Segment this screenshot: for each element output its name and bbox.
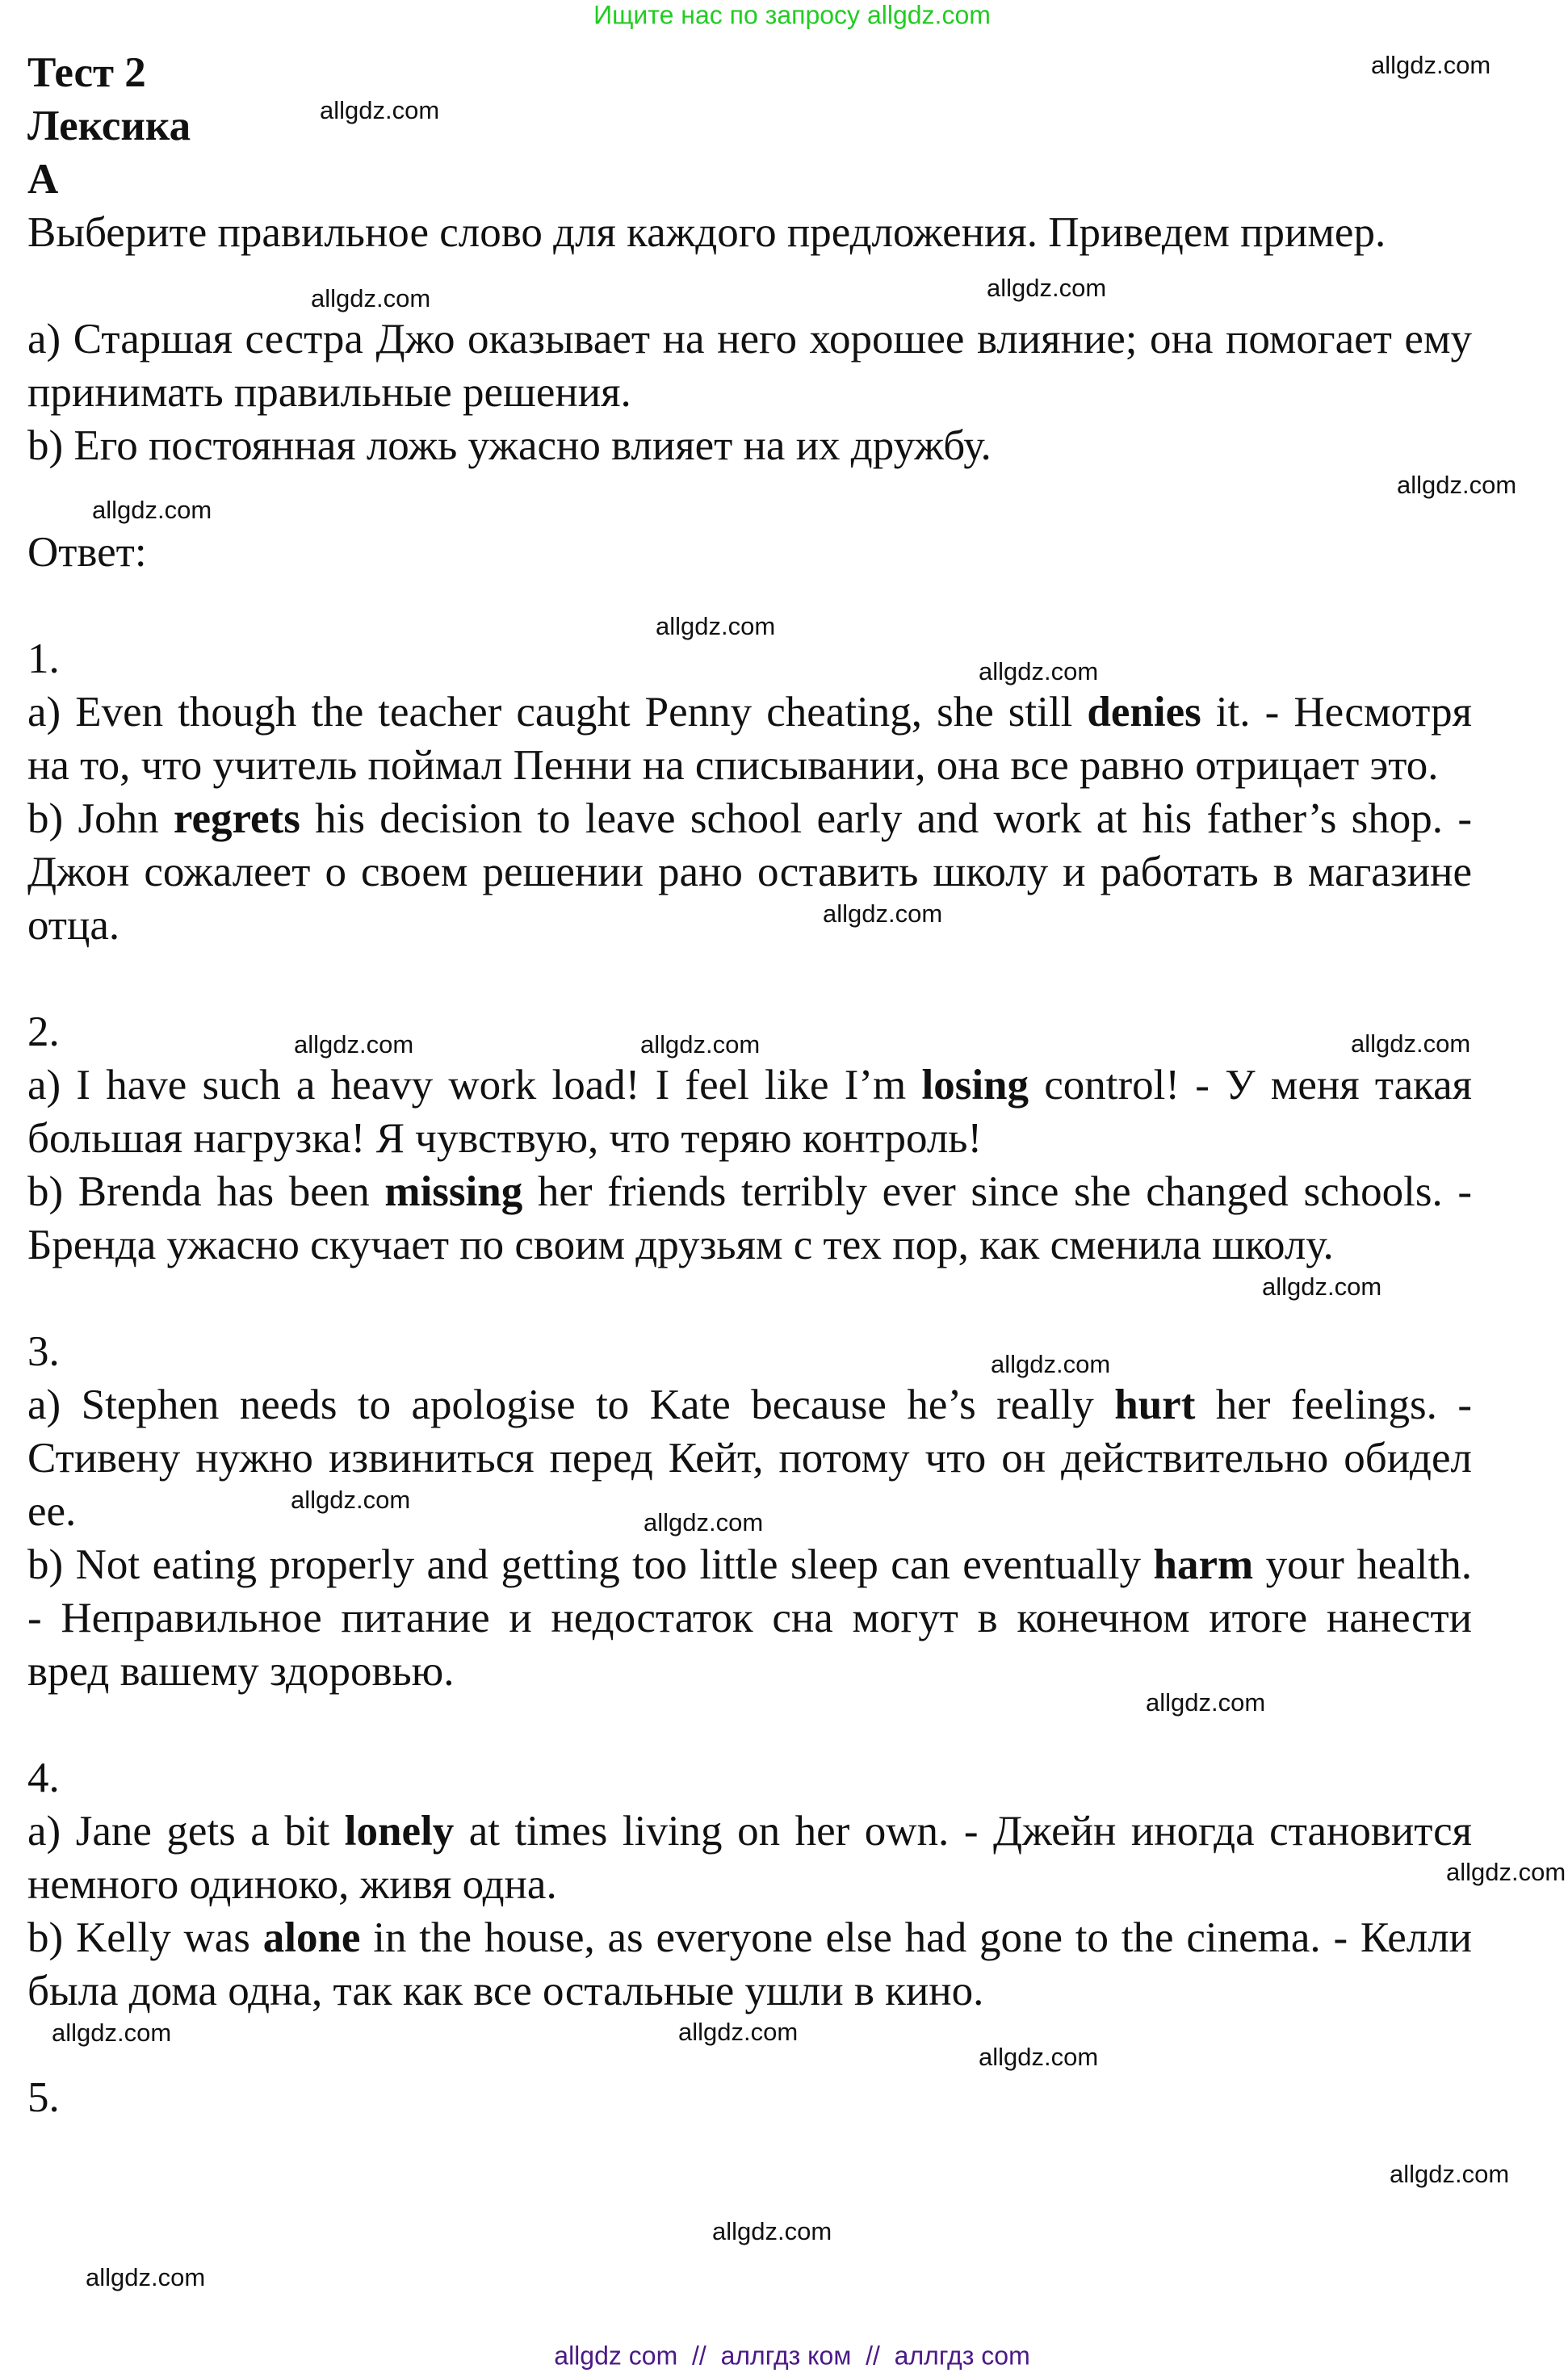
search-banner: Ищите нас по запросу allgdz.com: [593, 0, 991, 30]
watermark: allgdz.com: [644, 1508, 764, 1536]
answer-number: 4.: [27, 1754, 60, 1801]
watermark: allgdz.com: [991, 1350, 1111, 1378]
watermark: allgdz.com: [979, 2043, 1099, 2071]
watermark: allgdz.com: [291, 1486, 411, 1514]
answer-number: 5.: [27, 2074, 60, 2121]
watermark: allgdz.com: [320, 96, 440, 124]
watermark: allgdz.com: [52, 2019, 172, 2047]
answer-number: 1.: [27, 635, 60, 682]
watermark: allgdz.com: [823, 899, 943, 928]
watermark: allgdz.com: [92, 496, 212, 524]
answer-item: a) Even though the teacher caught Penny cheating, she still denies it. - Несмотря на то, что учитель поймал Пенни на списывании, она все равно отрицает это.: [27, 689, 1472, 789]
watermark: allgdz.com: [1390, 2160, 1510, 2188]
answer-item: b) John regrets his decision to leave school early and work at his father’s shop. - Джон сожалеет о своем решении рано оставить школу и работать в магазине отца.: [27, 795, 1472, 949]
answer-number: 2.: [27, 1008, 60, 1055]
watermark: allgdz.com: [86, 2263, 206, 2291]
watermark: allgdz.com: [1146, 1688, 1266, 1717]
watermark: allgdz.com: [1351, 1029, 1471, 1058]
watermark: allgdz.com: [712, 2217, 832, 2245]
example-a: а) Старшая сестра Джо оказывает на него хорошее влияние; она помогает ему принимать правильные решения.: [27, 316, 1472, 416]
answer-item: b) Brenda has been missing her friends terribly ever since she changed schools. - Бренда ужасно скучает по своим друзьям с тех пор, как сменила школу.: [27, 1168, 1472, 1268]
answer-item: b) Not eating properly and getting too little sleep can eventually harm your health. - Неправильное питание и недостаток сна могут в конечном итоге нанести вред вашему здоровью.: [27, 1541, 1472, 1695]
example-b: b) Его постоянная ложь ужасно влияет на их дружбу.: [27, 422, 992, 469]
watermark: allgdz.com: [1446, 1858, 1566, 1886]
watermark: allgdz.com: [678, 2018, 799, 2046]
watermark: allgdz.com: [640, 1030, 761, 1059]
answer-item: b) Kelly was alone in the house, as everyone else had gone to the cinema. - Келли была дома одна, так как все остальные ушли в кино.: [27, 1914, 1473, 2014]
answer-label: Ответ:: [27, 529, 147, 576]
watermark: allgdz.com: [311, 284, 431, 312]
watermark: allgdz.com: [979, 657, 1099, 685]
test-title: Тест 2: [27, 49, 146, 96]
watermark: allgdz.com: [294, 1030, 414, 1059]
section-title: Лексика: [27, 103, 191, 149]
footer-links: allgdz com // аллгдз ком // аллгдз com: [554, 2341, 1030, 2371]
instruction: Выберите правильное слово для каждого предложения. Приведем пример.: [27, 209, 1386, 256]
answer-item: a) I have such a heavy work load! I feel like I’m losing control! - У меня такая большая нагрузка! Я чувствую, что теряю контроль!: [27, 1062, 1472, 1162]
watermark: allgdz.com: [656, 612, 776, 640]
answer-item: a) Stephen needs to apologise to Kate because he’s really hurt her feelings. - Стивену нужно извиниться перед Кейт, потому что он действительно обидел ее.: [27, 1381, 1472, 1535]
watermark: allgdz.com: [1262, 1272, 1382, 1301]
document-body: [27, 46, 1472, 2124]
answer-number: 3.: [27, 1328, 60, 1375]
answer-item: a) Jane gets a bit lonely at times living on her own. - Джейн иногда становится немного одиноко, живя одна.: [27, 1808, 1472, 1908]
watermark: allgdz.com: [987, 274, 1107, 302]
watermark: allgdz.com: [1371, 51, 1491, 79]
watermark: allgdz.com: [1397, 471, 1517, 499]
part-label: A: [27, 156, 59, 203]
